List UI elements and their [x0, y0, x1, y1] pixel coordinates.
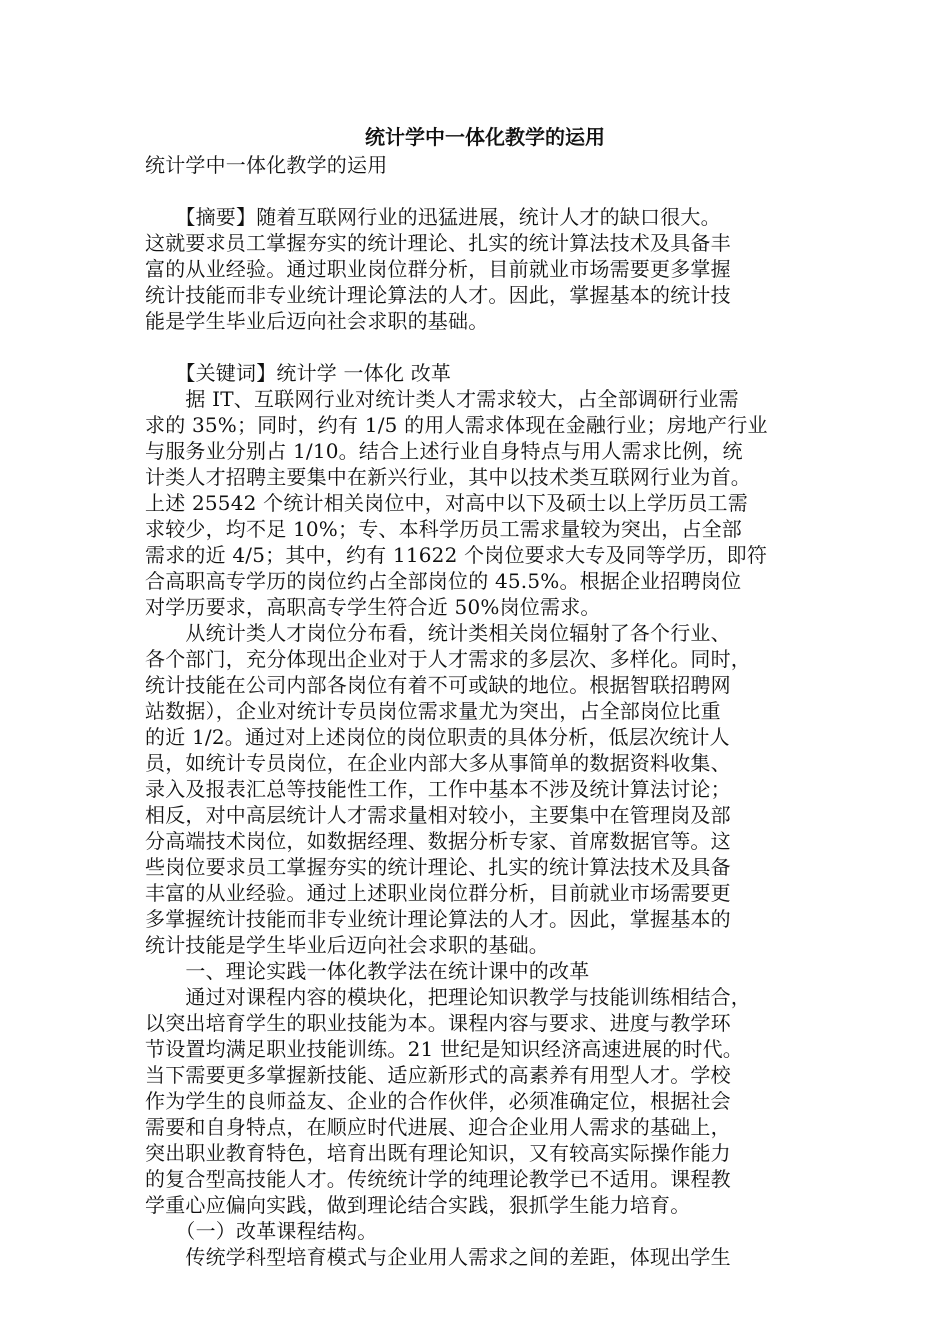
paragraph-line: 上述 25542 个统计相关岗位中，对高中以下及硕士以上学历员工需: [145, 491, 748, 515]
paragraph-line: 统计技能在公司内部各岗位有着不可或缺的地位。根据智联招聘网: [145, 673, 731, 697]
document-page: [145, 122, 815, 1270]
document-subtitle: 统计学中一体化教学的运用: [145, 153, 388, 177]
paragraph-line: 求的 35%；同时，约有 1/5 的用人需求体现在金融行业；房地产行业: [145, 413, 768, 437]
keywords-line: 【关键词】统计学 一体化 改革: [145, 361, 452, 385]
paragraph-line: 分高端技术岗位，如数据经理、数据分析专家、首席数据官等。这: [145, 829, 731, 853]
paragraph-line: 站数据），企业对统计专员岗位需求量尤为突出，占全部岗位比重: [145, 699, 721, 723]
paragraph-line: 通过对课程内容的模块化，把理论知识教学与技能训练相结合，: [145, 985, 751, 1009]
paragraph-line: 求较少，均不足 10%；专、本科学历员工需求量较为突出，占全部: [145, 517, 743, 541]
body-paragraph-4: [145, 1244, 815, 1270]
paragraph-line: 需求的近 4/5；其中，约有 11622 个岗位要求大专及同等学历，即符: [145, 543, 768, 567]
abstract-line: 这就要求员工掌握夯实的统计理论、扎实的统计算法技术及具备丰: [145, 231, 731, 255]
paragraph-line: 计类人才招聘主要集中在新兴行业，其中以技术类互联网行业为首。: [145, 465, 751, 489]
paragraph-line: 传统学科型培育模式与企业用人需求之间的差距，体现出学生: [145, 1245, 731, 1269]
section-heading: 一、理论实践一体化教学法在统计课中的改革: [145, 959, 590, 983]
document-title: 统计学中一体化教学的运用: [365, 125, 605, 149]
abstract-line: 富的从业经验。通过职业岗位群分析，目前就业市场需要更多掌握: [145, 257, 731, 281]
paragraph-line: 突出职业教育特色，培育出既有理论知识，又有较高实际操作能力: [145, 1141, 731, 1165]
paragraph-line: 相反，对中高层统计人才需求量相对较小，主要集中在管理岗及部: [145, 803, 731, 827]
abstract-line: 【摘要】随着互联网行业的迅猛进展，统计人才的缺口很大。: [145, 205, 721, 229]
paragraph-line: 与服务业分别占 1/10。结合上述行业自身特点与用人需求比例，统: [145, 439, 743, 463]
paragraph-line: 从统计类人才岗位分布看，统计类相关岗位辐射了各个行业、: [145, 621, 731, 645]
paragraph-line: 对学历要求，高职高专学生符合近 50%岗位需求。: [145, 595, 601, 619]
paragraph-line: 录入及报表汇总等技能性工作，工作中基本不涉及统计算法讨论；: [145, 777, 731, 801]
paragraph-line: 各个部门，充分体现出企业对于人才需求的多层次、多样化。同时，: [145, 647, 751, 671]
paragraph-line: 当下需要更多掌握新技能、适应新形式的高素养有用型人才。学校: [145, 1063, 731, 1087]
paragraph-line: 的复合型高技能人才。传统统计学的纯理论教学已不适用。课程教: [145, 1167, 731, 1191]
paragraph-line: 需要和自身特点，在顺应时代进展、迎合企业用人需求的基础上，: [145, 1115, 731, 1139]
spacer: [145, 334, 815, 360]
paragraph-line: 作为学生的良师益友、企业的合作伙伴，必须准确定位，根据社会: [145, 1089, 731, 1113]
body-paragraph-3: [145, 984, 815, 1218]
paragraph-line: 学重心应偏向实践，做到理论结合实践，狠抓学生能力培育。: [145, 1193, 691, 1217]
subsection-heading: （一）改革课程结构。: [145, 1219, 378, 1243]
paragraph-line: 合高职高专学历的岗位约占全部岗位的 45.5%。根据企业招聘岗位: [145, 569, 742, 593]
paragraph-line: 以突出培育学生的职业技能为本。课程内容与要求、进度与教学环: [145, 1011, 731, 1035]
abstract-line: 统计技能而非专业统计理论算法的人才。因此，掌握基本的统计技: [145, 283, 731, 307]
body-paragraph-2: [145, 620, 815, 958]
paragraph-line: 统计技能是学生毕业后迈向社会求职的基础。: [145, 933, 549, 957]
abstract-paragraph: [145, 204, 815, 334]
paragraph-line: 些岗位要求员工掌握夯实的统计理论、扎实的统计算法技术及具备: [145, 855, 731, 879]
paragraph-line: 节设置均满足职业技能训练。21 世纪是知识经济高速进展的时代。: [145, 1037, 744, 1061]
paragraph-line: 员，如统计专员岗位，在企业内部大多从事简单的数据资料收集、: [145, 751, 731, 775]
paragraph-line: 丰富的从业经验。通过上述职业岗位群分析，目前就业市场需要更: [145, 881, 731, 905]
spacer: [145, 178, 815, 204]
abstract-line: 能是学生毕业后迈向社会求职的基础。: [145, 309, 489, 333]
paragraph-line: 据 IT、互联网行业对统计类人才需求较大，占全部调研行业需: [145, 387, 739, 411]
body-paragraph-1: [145, 386, 815, 620]
paragraph-line: 多掌握统计技能而非专业统计理论算法的人才。因此，掌握基本的: [145, 907, 731, 931]
paragraph-line: 的近 1/2。通过对上述岗位的岗位职责的具体分析，低层次统计人: [145, 725, 730, 749]
